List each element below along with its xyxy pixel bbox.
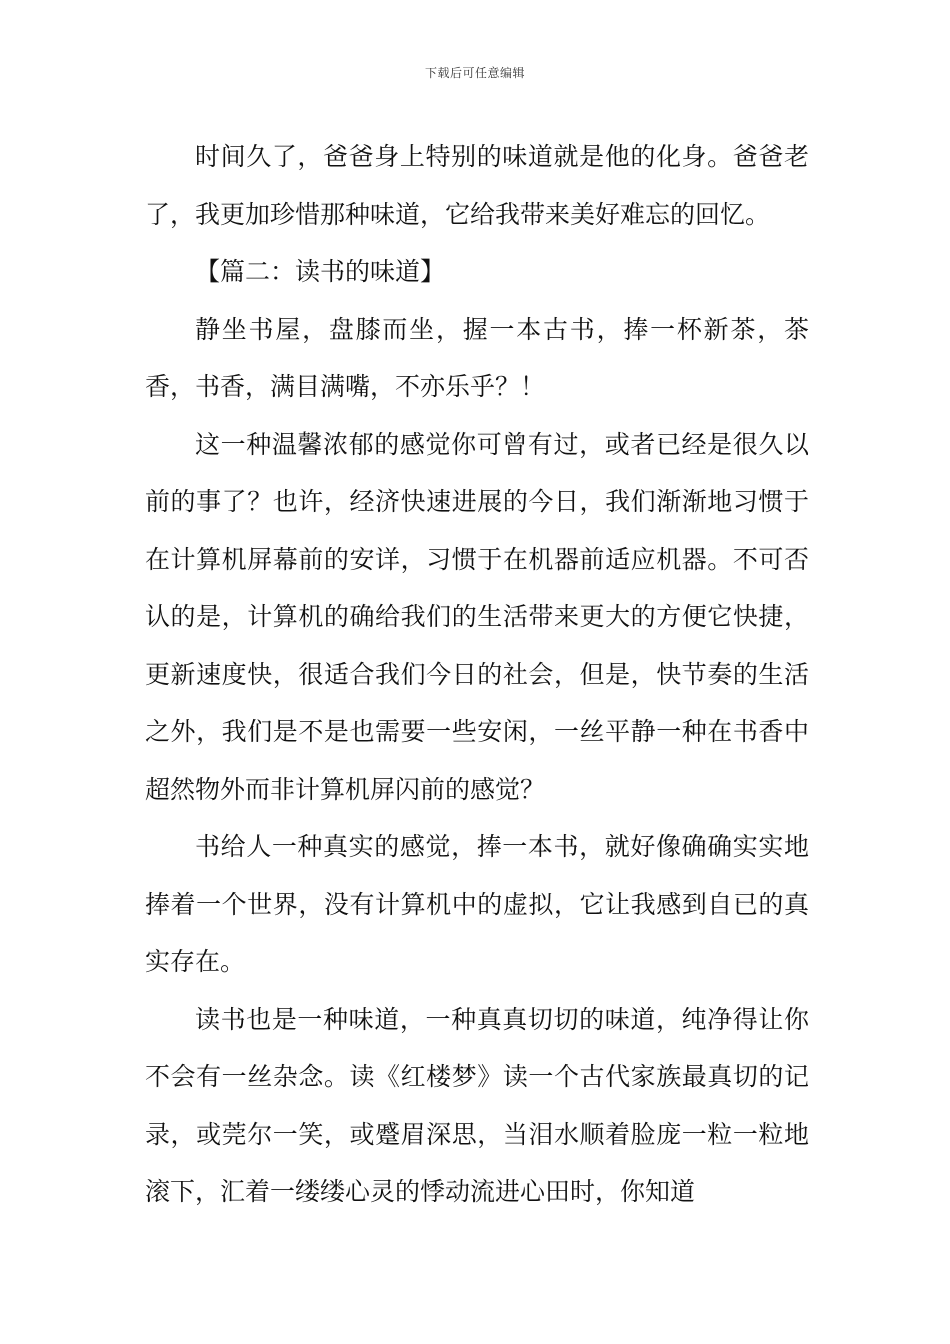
page-header: 下载后可任意编辑: [424, 66, 525, 80]
section-heading: 【篇二：读书的味道】: [195, 257, 446, 286]
paragraph-red-mansion: 读书也是一种味道，一种真真切切的味道，纯净得让你不会有一丝杂念。读《红楼梦》读一个古代家族最真切的记录，或莞尔一笑，或蹙眉深思，当泪水顺着脸庞一粒一粒地滚下，汇着一缕缕心灵的悸动流进心田时，你知道: [145, 1004, 809, 1206]
document-body: [145, 128, 809, 1221]
paragraph-father-scent: 时间久了，爸爸身上特别的味道就是他的化身。爸爸老了，我更加珍惜那种味道，它给我带来美好难忘的回忆。: [145, 142, 809, 229]
paragraph-real-feeling: 书给人一种真实的感觉，捧一本书，就好像确确实实地捧着一个世界，没有计算机中的虚拟，它让我感到自已的真实存在。: [145, 832, 809, 976]
paragraph-reading-room: 静坐书屋，盘膝而坐，握一本古书，捧一杯新茶，茶香，书香，满目满嘴，不亦乐乎？！: [145, 314, 809, 401]
paragraph-computer-age: 这一种温馨浓郁的感觉你可曾有过，或者已经是很久以前的事了？也许，经济快速进展的今日，我们渐渐地习惯于在计算机屏幕前的安详，习惯于在机器前适应机器。不可否认的是，计算机的确给我们的生活带来更大的方便它快捷，更新速度快，很适合我们今日的社会，但是，快节奏的生活之外，我们是不是也需要一些安闲，一丝平静一种在书香中超然物外而非计算机屏闪前的感觉？: [145, 429, 809, 804]
